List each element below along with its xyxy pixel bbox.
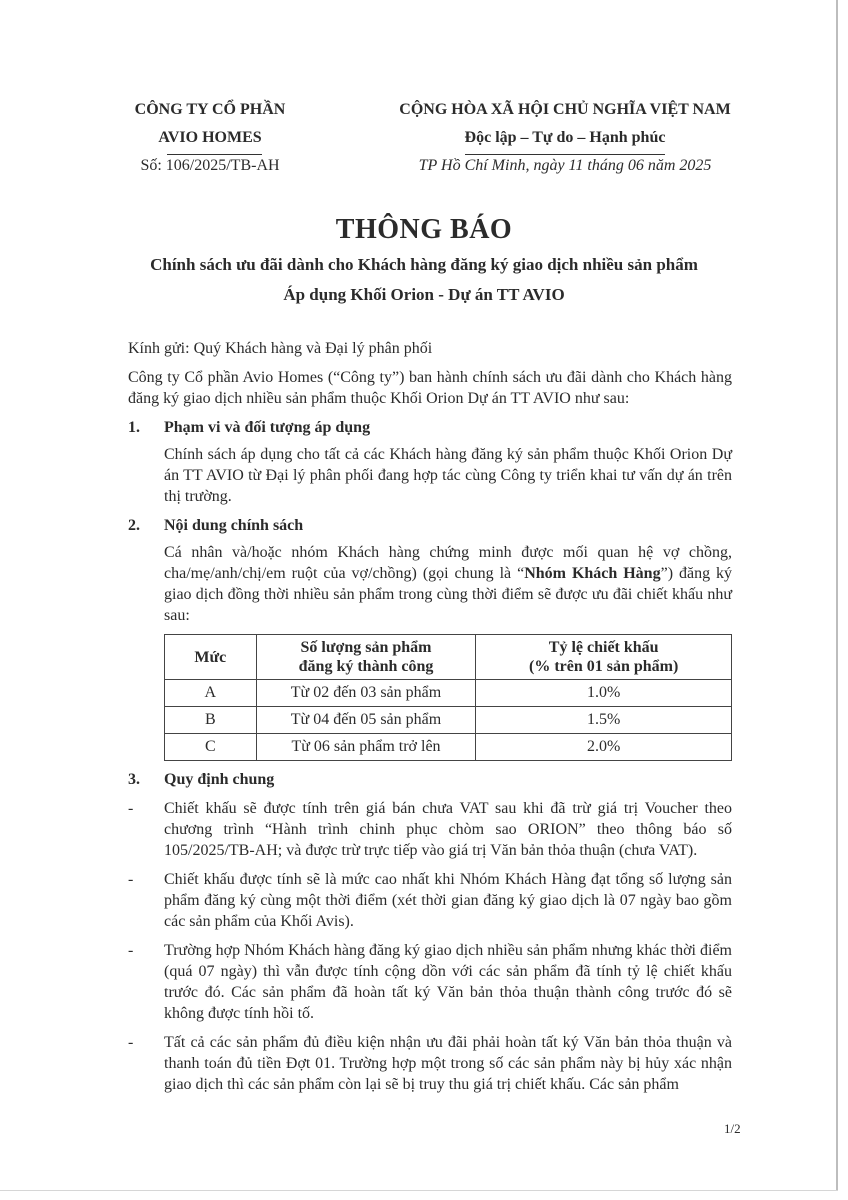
place-date: TP Hồ Chí Minh, ngày 11 tháng 06 năm 2025 [418, 157, 712, 174]
cell-rate: 2.0% [476, 734, 732, 761]
cell-rate: 1.5% [476, 707, 732, 734]
header-quantity [256, 635, 476, 680]
header-rate-line2: (% trên 01 sản phẩm) [529, 658, 679, 675]
company-block [110, 96, 310, 180]
dash-bullet: - [128, 871, 134, 888]
cell-quantity: Từ 04 đến 05 sản phẩm [256, 707, 476, 734]
document-subtitle-2: Áp dụng Khối Orion - Dự án TT AVIO [283, 285, 565, 304]
text-fragment: ”) đăng ký giao dịch đồng thời nhiều sản phẩm trong cùng thời điểm sẽ được ưu đãi chiết khấu như sau: [164, 565, 733, 624]
discount-table [164, 634, 732, 761]
section-number: 1. [128, 419, 140, 436]
cell-quantity: Từ 02 đến 03 sản phẩm [256, 680, 476, 707]
cell-level: A [165, 680, 257, 707]
defined-term: Nhóm Khách Hàng [524, 565, 661, 582]
section-2-text [128, 542, 732, 626]
cell-quantity: Từ 06 sản phẩm trở lên [256, 734, 476, 761]
page-number: 1/2 [724, 1121, 741, 1136]
nation-title: CỘNG HÒA XÃ HỘI CHỦ NGHĨA VIỆT NAM [399, 101, 731, 118]
table-row [165, 707, 732, 734]
table-row [165, 680, 732, 707]
dash-bullet: - [128, 1034, 134, 1051]
section-number: 2. [128, 517, 140, 534]
salutation: Kính gửi: Quý Khách hàng và Đại lý phân phối [128, 340, 433, 357]
section-title: Phạm vi và đối tượng áp dụng [164, 419, 371, 436]
header-rate-line1: Tỷ lệ chiết khấu [548, 639, 659, 656]
header-rate [476, 635, 732, 680]
rule-text: Chiết khấu sẽ được tính trên giá bán chưa VAT sau khi đã trừ giá trị Voucher theo chương trình “Hành trình chinh phục chòm sao ORION” theo thông báo số 105/2025/TB-AH; và được trừ trực tiếp vào giá trị Văn bản thỏa thuận (chưa VAT). [164, 800, 732, 859]
dash-bullet: - [128, 942, 134, 959]
company-line1: CÔNG TY CỔ PHẦN [134, 101, 286, 118]
table-row [165, 734, 732, 761]
header-quantity-line1: Số lượng sản phẩm [300, 639, 432, 656]
section-title: Quy định chung [164, 771, 275, 788]
rule-text: Tất cả các sản phẩm đủ điều kiện nhận ưu đãi phải hoàn tất ký Văn bản thỏa thuận và thanh toán đủ tiền Đợt 01. Trường hợp một trong số các sản phẩm này bị hủy xác nhận giao dịch thì các sản phẩm còn lại sẽ bị truy thu giá trị chiết khấu. Các sản phẩm [164, 1034, 732, 1093]
rule-item [128, 869, 732, 932]
document-title: THÔNG BÁO [335, 214, 513, 245]
cell-level: C [165, 734, 257, 761]
company-name: AVIO HOMES [158, 124, 261, 152]
page-edge [836, 0, 838, 1190]
cell-rate: 1.0% [476, 680, 732, 707]
section-1-heading [128, 417, 732, 438]
section-1-text: Chính sách áp dụng cho tất cả các Khách hàng đăng ký sản phẩm thuộc Khối Orion Dự án TT AVIO từ Đại lý phân phối đang hợp tác cùng Công ty triển khai tư vấn dự án trên thị trường. [164, 446, 732, 505]
cell-level: B [165, 707, 257, 734]
national-motto: Độc lập – Tự do – Hạnh phúc [465, 124, 666, 152]
rule-item [128, 1032, 732, 1095]
dash-bullet: - [128, 800, 134, 817]
intro-paragraph: Công ty Cổ phần Avio Homes (“Công ty”) ban hành chính sách ưu đãi dành cho Khách hàng đăng ký giao dịch nhiều sản phẩm thuộc Khối Orion Dự án TT AVIO như sau: [128, 369, 732, 407]
document-subtitle-1: Chính sách ưu đãi dành cho Khách hàng đăng ký giao dịch nhiều sản phẩm [150, 255, 698, 274]
rule-text: Trường hợp Nhóm Khách hàng đăng ký giao dịch nhiều sản phẩm nhưng khác thời điểm (quá 07 ngày) thì vẫn được tính cộng dồn với các sản phẩm đã tính tỷ lệ chiết khấu trước đó. Các sản phẩm đã hoàn tất ký Văn bản thỏa thuận thành công trước đó sẽ không được tính hồi tố. [164, 942, 732, 1022]
text-fragment: Cá nhân và/hoặc nhóm Khách hàng chứng minh được mối quan hệ vợ chồng, cha/mẹ/anh/chị/em ruột của vợ/chồng) (gọi chung là “ [164, 544, 732, 582]
section-title: Nội dung chính sách [164, 517, 304, 534]
page-bottom-edge [0, 1190, 838, 1191]
document-body [128, 338, 732, 1095]
section-2-heading [128, 515, 732, 536]
rule-text: Chiết khấu được tính sẽ là mức cao nhất khi Nhóm Khách Hàng đạt tổng số lượng sản phẩm đăng ký cùng một thời điểm (xét thời gian đăng ký giao dịch là 07 ngày bao gồm các sản phẩm của Khối Avis). [164, 871, 732, 930]
rule-item [128, 940, 732, 1024]
section-3-heading [128, 769, 732, 790]
section-number: 3. [128, 771, 140, 788]
title-block [0, 210, 848, 310]
document-number: Số: 106/2025/TB-AH [140, 157, 280, 174]
header-level: Mức [165, 635, 257, 680]
national-block [360, 96, 770, 180]
rule-item [128, 798, 732, 861]
header-quantity-line2: đăng ký thành công [298, 658, 434, 675]
table-header-row [165, 635, 732, 680]
